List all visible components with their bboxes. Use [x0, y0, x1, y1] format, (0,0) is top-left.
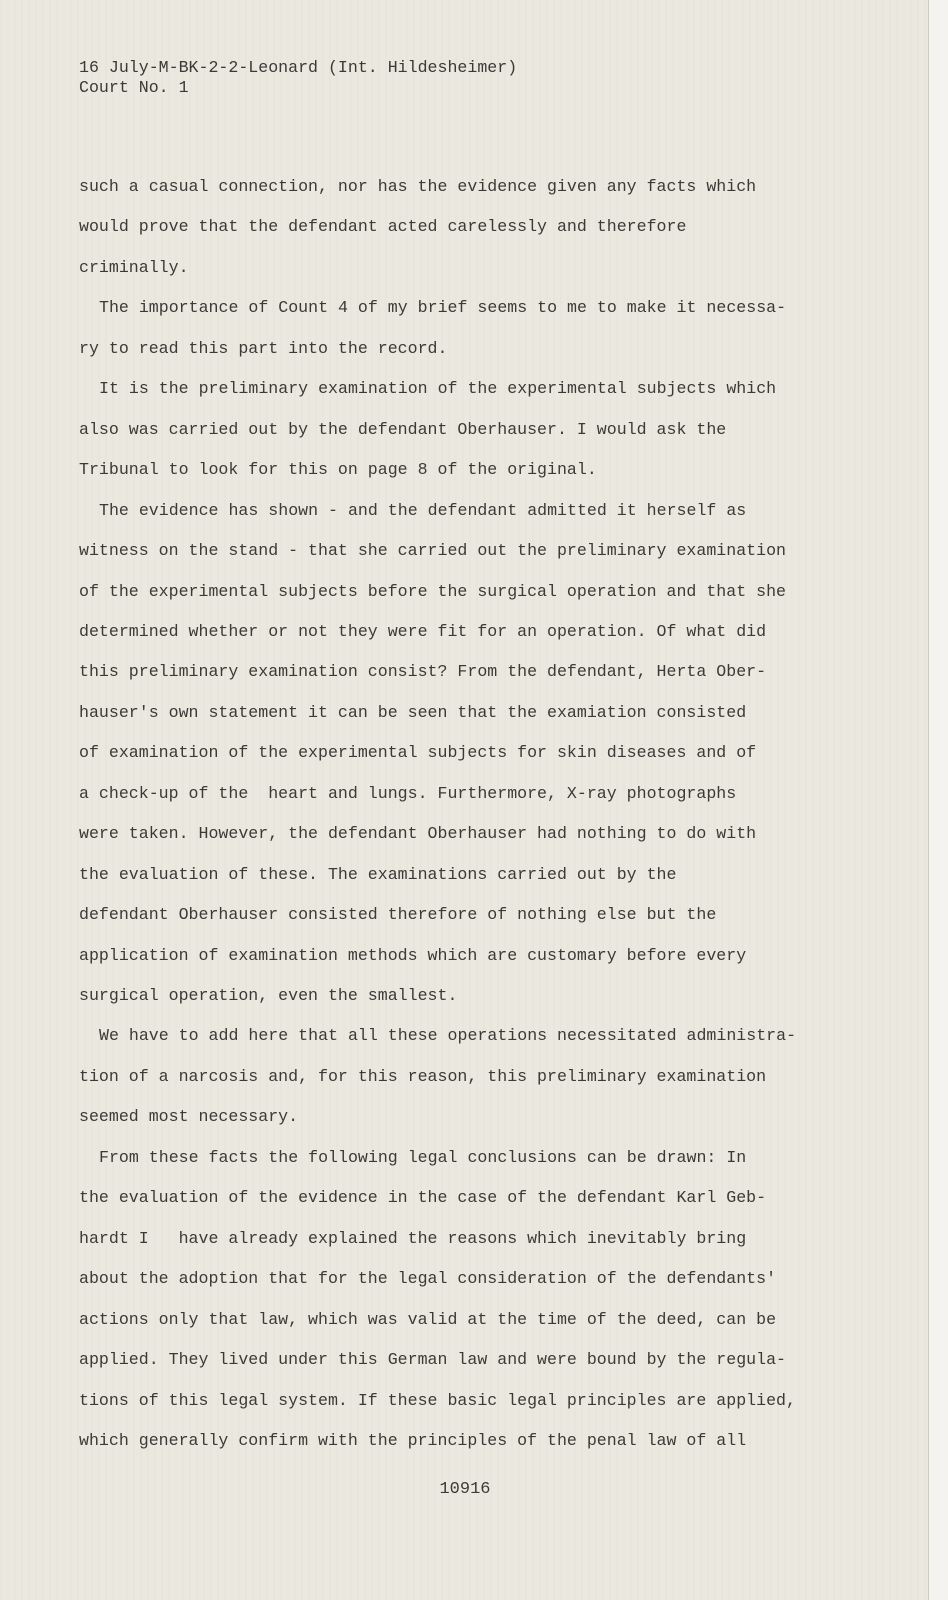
- text-line: hardt I have already explained the reasons which inevitably bring: [79, 1228, 747, 1248]
- text-line: It is the preliminary examination of the experimental subjects which: [99, 379, 777, 399]
- page-edge: [928, 0, 948, 1600]
- text-line: tion of a narcosis and, for this reason, this preliminary examination: [79, 1066, 767, 1086]
- text-line: ry to read this part into the record.: [79, 338, 448, 358]
- text-line: such a casual connection, nor has the evidence given any facts which: [79, 177, 757, 196]
- text-line: We have to add here that all these operations necessitated administra-: [99, 1026, 797, 1046]
- text-line: which generally confirm with the principles of the penal law of all: [79, 1430, 747, 1450]
- text-line: applied. They lived under this German law and were bound by the regula-: [79, 1350, 787, 1370]
- text-line: actions only that law, which was valid at the time of the deed, can be: [79, 1309, 777, 1329]
- text-line: about the adoption that for the legal consideration of the defendants': [79, 1269, 777, 1289]
- page-number: 10916: [439, 1480, 491, 1499]
- text-line: criminally.: [79, 257, 189, 277]
- header-case-line: 16 July-M-BK-2-2-Leonard (Int. Hildesheimer): [79, 58, 518, 77]
- text-line: were taken. However, the defendant Oberhauser had nothing to do with: [79, 824, 757, 844]
- text-line: the evaluation of the evidence in the case of the defendant Karl Geb-: [79, 1188, 767, 1208]
- text-line: application of examination methods which are customary before every: [79, 945, 747, 965]
- text-line: of the experimental subjects before the surgical operation and that she: [79, 581, 787, 601]
- text-line: determined whether or not they were fit for an operation. Of what did: [79, 621, 767, 641]
- text-line: of examination of the experimental subjects for skin diseases and of: [79, 743, 757, 763]
- text-line: Tribunal to look for this on page 8 of the original.: [79, 460, 597, 480]
- text-line: defendant Oberhauser consisted therefore of nothing else but the: [79, 905, 717, 925]
- text-line: hauser's own statement it can be seen that the examiation consisted: [79, 702, 747, 722]
- text-line: a check-up of the heart and lungs. Furthermore, X-ray photographs: [79, 783, 737, 803]
- text-line: witness on the stand - that she carried out the preliminary examination: [79, 541, 787, 561]
- text-line: seemed most necessary.: [79, 1107, 299, 1127]
- text-line: the evaluation of these. The examinations carried out by the: [79, 864, 677, 884]
- text-line: From these facts the following legal conclusions can be drawn: In: [99, 1147, 747, 1167]
- text-line: this preliminary examination consist? From the defendant, Herta Ober-: [79, 662, 767, 682]
- header-court-line: Court No. 1: [79, 78, 189, 97]
- text-line: would prove that the defendant acted carelessly and therefore: [79, 217, 687, 237]
- text-line: tions of this legal system. If these basic legal principles are applied,: [79, 1390, 796, 1410]
- text-line: also was carried out by the defendant Oberhauser. I would ask the: [79, 419, 727, 439]
- text-line: The importance of Count 4 of my brief seems to me to make it necessa-: [99, 298, 787, 318]
- text-line: surgical operation, even the smallest.: [79, 986, 458, 1005]
- text-line: The evidence has shown - and the defendant admitted it herself as: [99, 500, 747, 520]
